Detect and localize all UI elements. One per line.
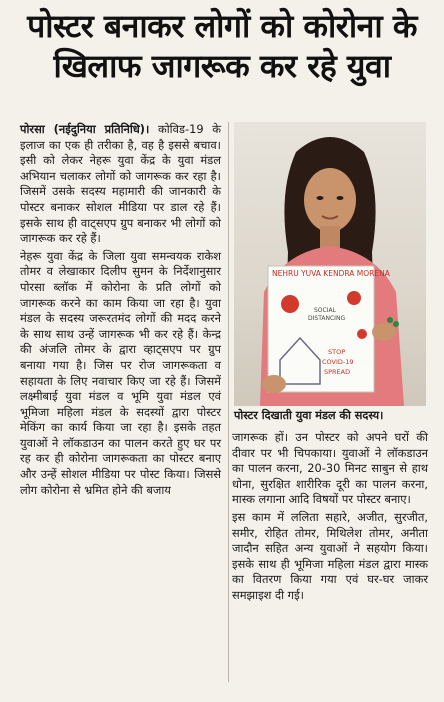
paragraph: नेहरू युवा केंद्र के जिला युवा समन्वयक राकेश तोमर व लेखाकार दिलीप सुमन के निर्देशानुसार पोरसा ब्लॉक में कोरोना के प्रति लोगों को जागरूक करने का काम किया जा रहा है। युवा मंडल के सदस्य जरूरतमंद लोगों की मदद करने के साथ साथ उन्हें जागरूक भी कर रहे हैं। केन्द्र की अंजलि तोमर के द्वारा व्हाट्सएप पर ग्रुप बनाया गया है। जिस पर रोज जागरूकता व सहायता के लिए नवाचार किए जा रहे हैं। जिसमें लक्ष्मीबाई युवा मंडल व भूमि युवा मंडल एवं भूमिजा महिला मंडल के सदस्यों द्वारा पोस्टर मेकिंग का कार्य किया जा रहा है। इसके तहत युवाओं ने लॉकडाउन का पालन करते हुए घर पर रह कर ही कोरोना जागरूकता का पोस्टर बनाए और उन्हें सोशल मीडिया पर पोस्ट किया। जिससे लोग कोरोना से भ्रमित होने की बजाय [20,248,221,497]
news-photo [234,122,426,406]
poster-header: NEHRU YUVA KENDRA MORENA [272,269,390,278]
paragraph-text: कोविड-19 के इलाज का एक ही तरीका है, वह है इससे बचाव। इसी को लेकर नेहरू युवा केंद्र के युवा मंडल अभियान चलाकर लोगों को जागरूक कर रहा है। जिसमें उसके सदस्य महामारी की जानकारी के पोस्टर बनाकर सोशल मीडिया पर डाल रहे हैं। इसके साथ ही वाट्सएप ग्रुप बनाकर भी लोगों को जागरूक कर रहे हैं। [20,122,221,246]
paragraph: जागरूक हों। उन पोस्टर को अपने घरों की दीवार पर भी चिपकाया। युवाओं ने लॉकडाउन का पालन करना, 20-30 मिनट साबुन से हाथ धोना, सुरक्षित शारीरिक दूरी का पालन करना, मास्क लगाना आदि विषयों पर पोस्टर बनाए। [232,430,428,507]
poster-text: SOCIAL [314,307,336,314]
article-column-right [232,430,428,606]
poster-text: COVID-19 [322,358,354,366]
column-divider [228,122,229,682]
paragraph: इस काम में ललिता सहारे, अजीत, सुरजीत, समीर, रोहित तोमर, मिथिलेश तोमर, अनीता जादौन सहित अन्य युवाओं ने सहयोग किया। इसके साथ ही भूमिजा महिला मंडल द्वारा मास्क का वितरण किया गया एवं घर-घर जाकर समझाइश दी गई। [232,509,428,602]
poster-text: SPREAD [324,368,351,376]
headline: पोस्टर बनाकर लोगों को कोरोना के खिलाफ जागरूक कर रहे युवा [27,7,417,85]
girl-with-poster-illustration [234,122,426,406]
article-column-left [20,122,221,500]
poster-text: DISTANCING [308,315,346,322]
paragraph [20,122,221,247]
photo-caption: पोस्टर दिखाती युवा मंडल की सदस्य। [234,409,384,422]
dateline: पोरसा (नईदुनिया प्रतिनिधि)। [20,122,150,136]
poster-text: STOP [328,348,346,356]
